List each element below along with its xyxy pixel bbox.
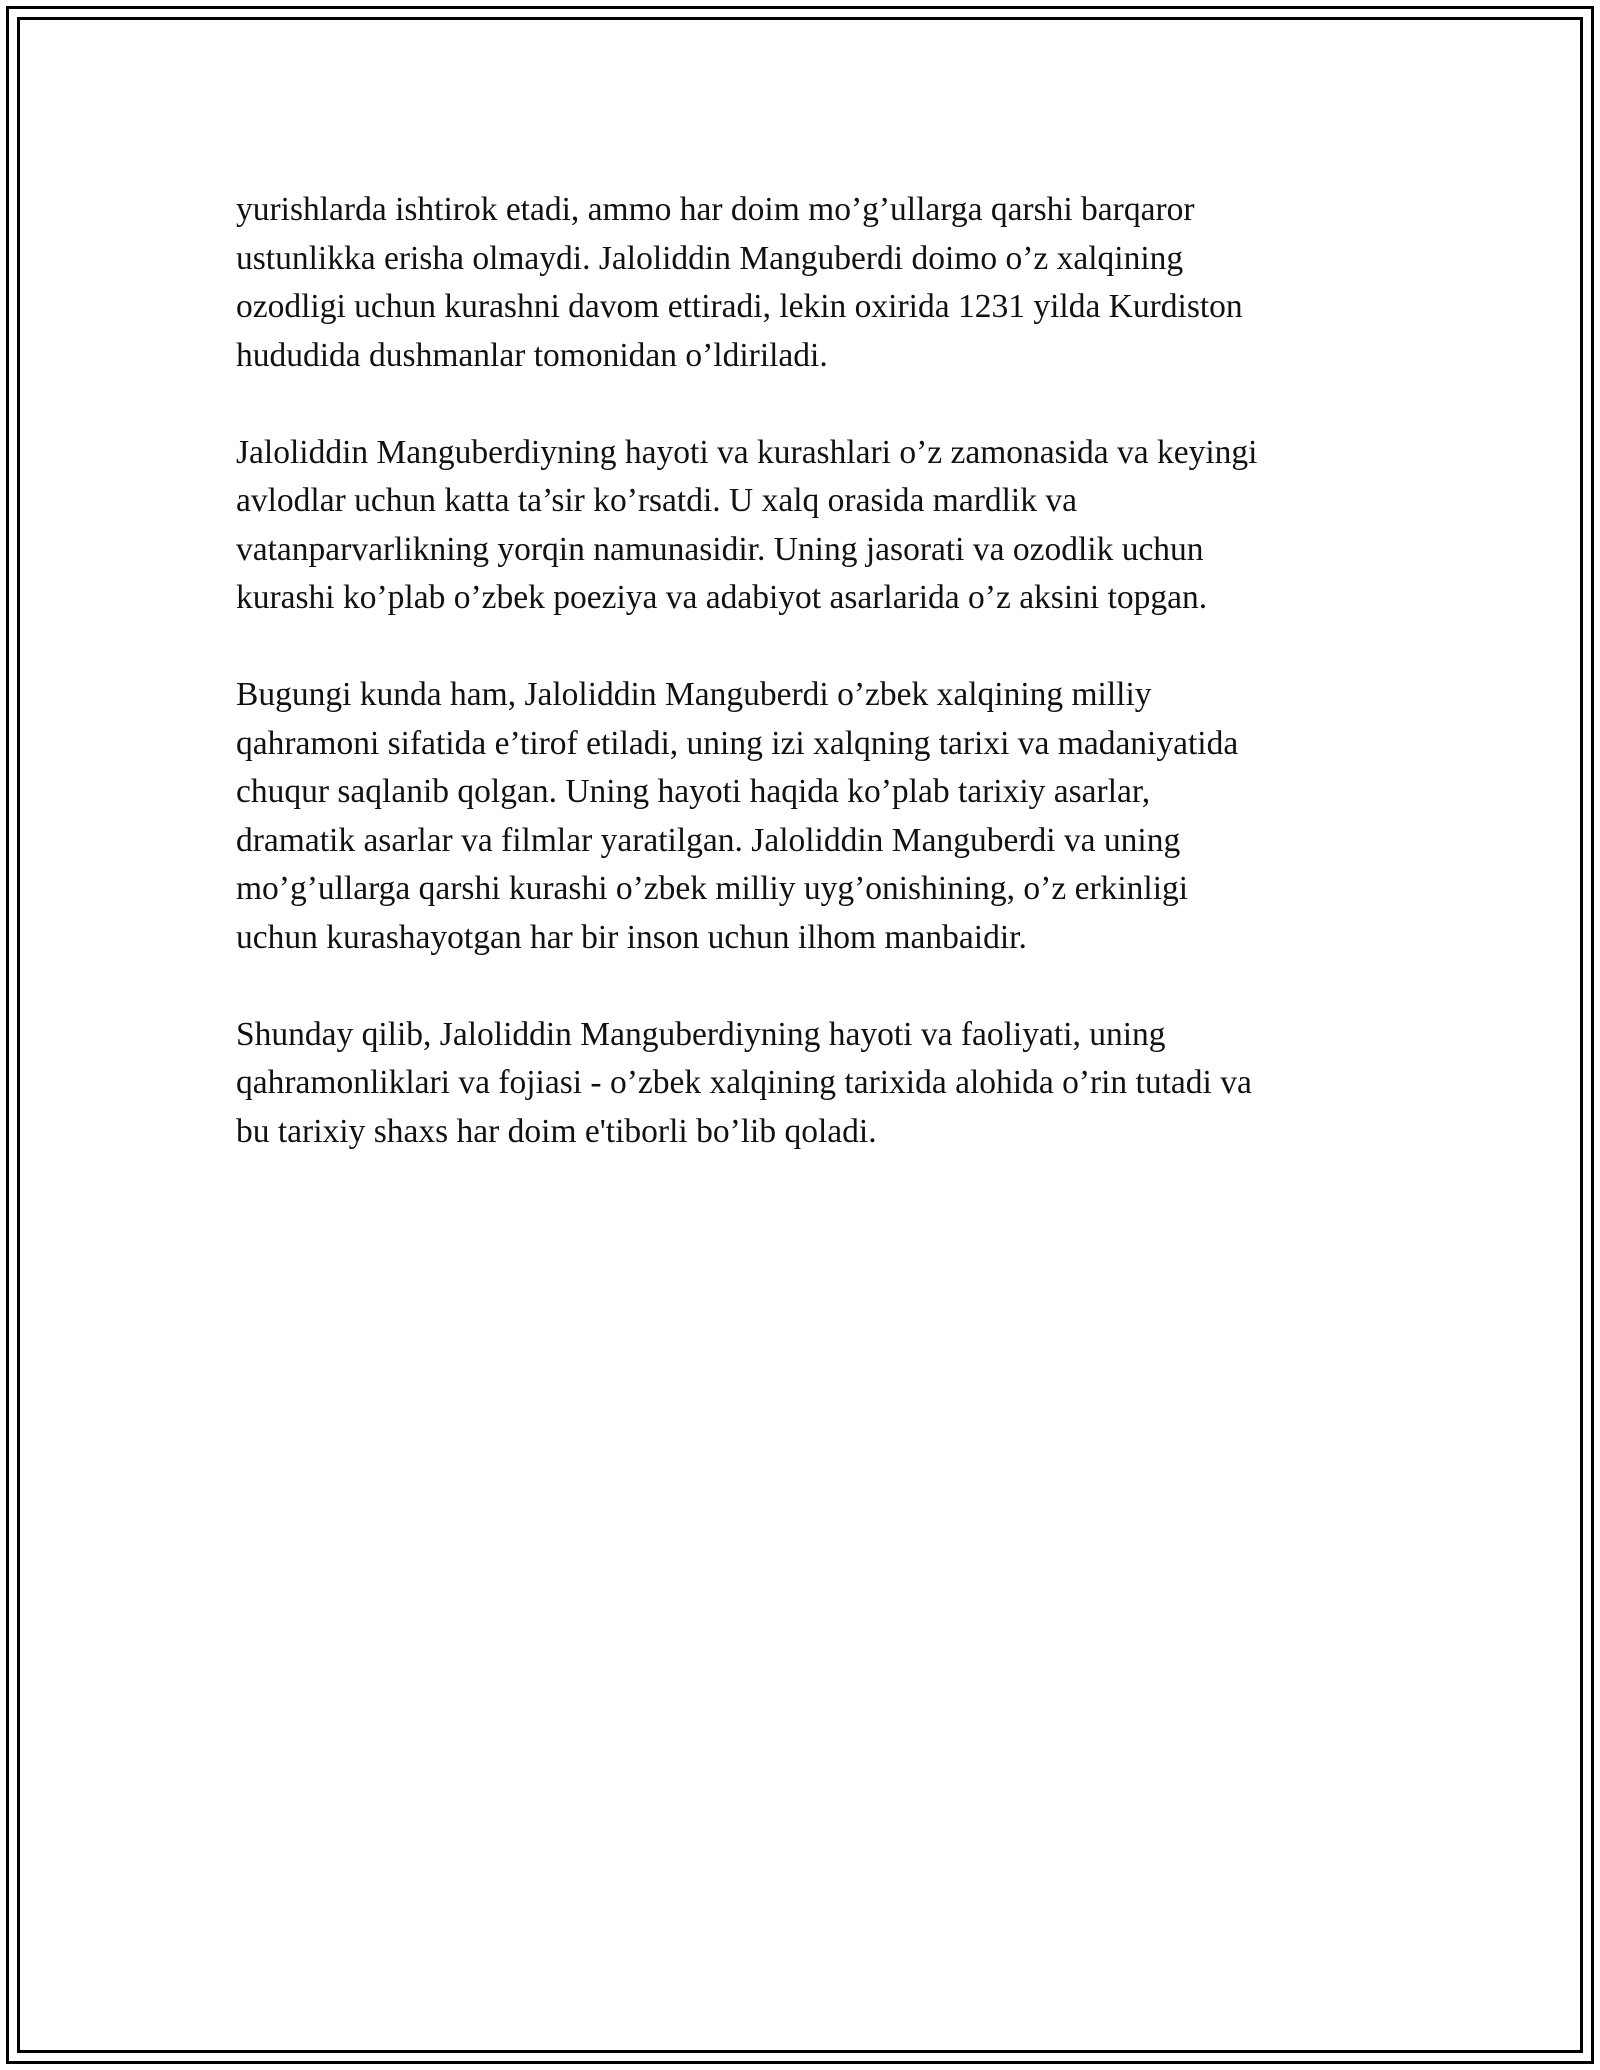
text-line: dramatik asarlar va filmlar yaratilgan. Jaloliddin Manguberdi va uning xyxy=(236,821,1181,859)
text-line: hududida dushmanlar tomonidan o’ldiriladi. xyxy=(236,336,828,374)
text-line: qahramoni sifatida e’tirof etiladi, uning izi xalqning tarixi va madaniyatida xyxy=(236,724,1239,762)
text-line: Jaloliddin Manguberdiyning hayoti va kurashlari o’z zamonasida va keyingi xyxy=(236,433,1258,471)
paragraph-2 xyxy=(236,429,1376,623)
text-line: yurishlarda ishtirok etadi, ammo har doim mo’g’ullarga qarshi barqaror xyxy=(236,191,1195,228)
text-line: ustunlikka erisha olmaydi. Jaloliddin Manguberdi doimo o’z xalqining xyxy=(236,239,1184,277)
paragraph-1 xyxy=(236,186,1376,380)
text-line: kurashi ko’plab o’zbek poeziya va adabiyot asarlarida o’z aksini topgan. xyxy=(236,579,1208,616)
text-line: chuqur saqlanib qolgan. Uning hayoti haqida ko’plab tarixiy asarlar, xyxy=(236,773,1151,810)
text-line: mo’g’ullarga qarshi kurashi o’zbek milliy uyg’onishining, o’z erkinligi xyxy=(236,870,1189,907)
text-line: vatanparvarlikning yorqin namunasidir. Uning jasorati va ozodlik uchun xyxy=(236,530,1204,568)
text-line: uchun kurashayotgan har bir inson uchun ilhom manbaidir. xyxy=(236,918,1027,956)
paragraph-4 xyxy=(236,1011,1376,1157)
text-line: qahramonliklari va fojiasi - o’zbek xalqining tarixida alohida o’rin tutadi va xyxy=(236,1064,1252,1101)
document-body xyxy=(236,186,1376,1205)
text-line: Bugungi kunda ham, Jaloliddin Manguberdi o’zbek xalqining milliy xyxy=(236,676,1152,713)
text-line: avlodlar uchun katta ta’sir ko’rsatdi. U xalq orasida mardlik va xyxy=(236,482,1077,519)
text-line: ozodligi uchun kurashni davom ettiradi, lekin oxirida 1231 yilda Kurdiston xyxy=(236,288,1243,325)
text-line: Shunday qilib, Jaloliddin Manguberdiyning hayoti va faoliyati, uning xyxy=(236,1015,1166,1053)
paragraph-3 xyxy=(236,671,1376,962)
text-line: bu tarixiy shaxs har doim e'tiborli bo’lib qoladi. xyxy=(236,1112,877,1150)
